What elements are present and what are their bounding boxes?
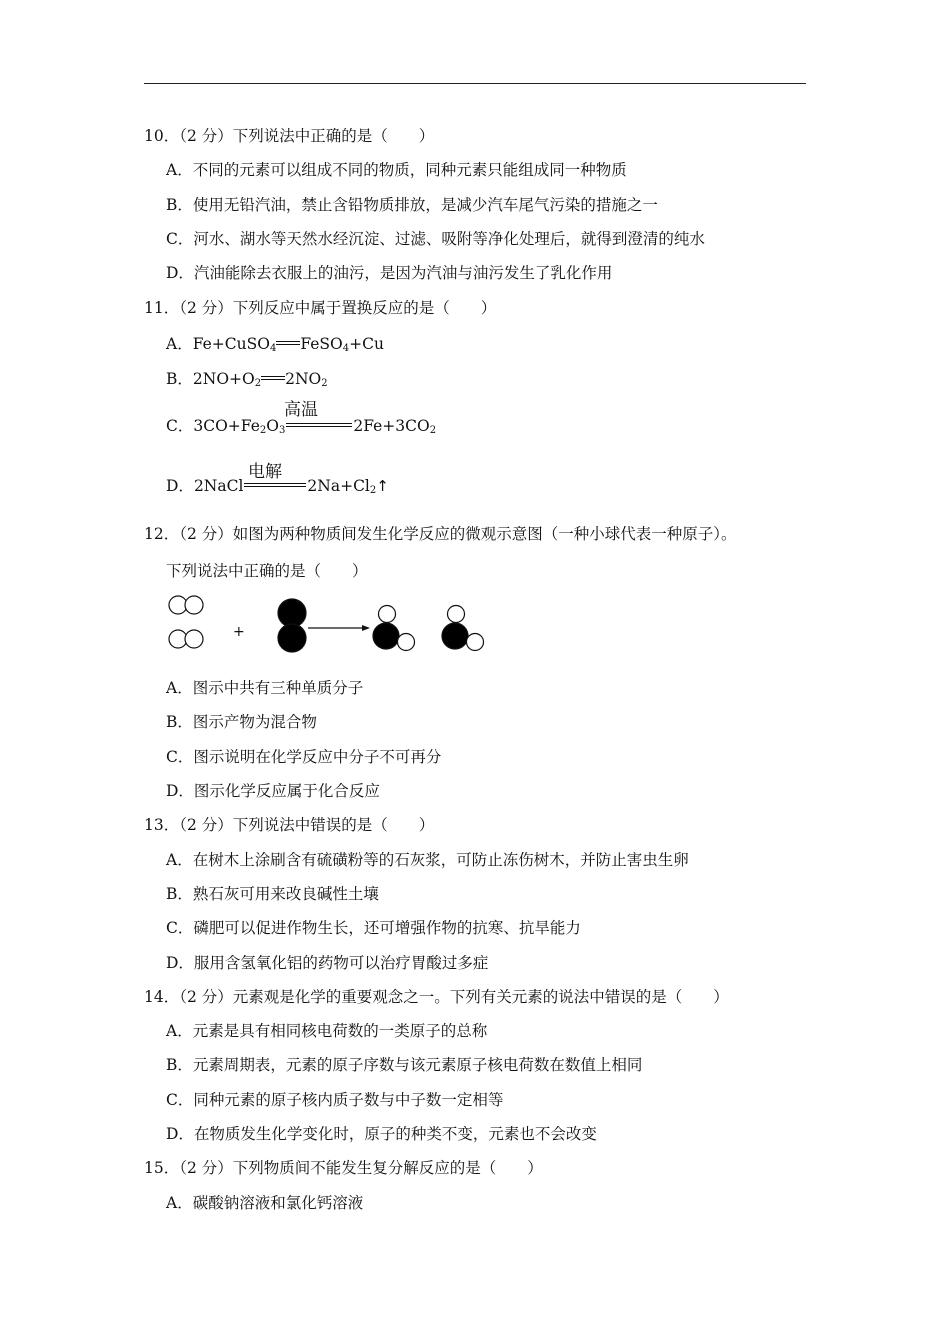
question-13-stem: 13．（2 分）下列说法中错误的是（ ） bbox=[144, 816, 435, 834]
question-11-stem: 11．（2 分）下列反应中属于置换反应的是（ ） bbox=[144, 299, 497, 317]
q13-option-c: C．磷肥可以促进作物生长，还可增强作物的抗寒、抗旱能力 bbox=[166, 919, 581, 937]
q11-option-b bbox=[166, 369, 328, 389]
q14-option-d: D．在物质发生化学变化时，原子的种类不变，元素也不会改变 bbox=[166, 1125, 597, 1143]
question-12-stem-continued: 下列说法中正确的是（ ） bbox=[166, 562, 368, 580]
white-atom bbox=[169, 596, 187, 614]
q13-option-b: B．熟石灰可用来改良碱性土壤 bbox=[166, 885, 379, 903]
q13-option-a: A．在树木上涂刷含有硫磺粉等的石灰浆，可防止冻伤树木，并防止害虫生卵 bbox=[166, 851, 689, 869]
q13-option-d: D．服用含氢氧化铝的药物可以治疗胃酸过多症 bbox=[166, 954, 489, 972]
black-atom bbox=[278, 624, 306, 652]
white-atom bbox=[398, 634, 415, 651]
q11-c-condition: 高温 bbox=[284, 400, 318, 420]
q14-option-b: B．元素周期表，元素的原子序数与该元素原子核电荷数在数值上相同 bbox=[166, 1056, 643, 1074]
q11-option-c bbox=[166, 416, 436, 436]
q10-option-d: D．汽油能除去衣服上的油污，是因为汽油与油污发生了乳化作用 bbox=[166, 264, 613, 282]
reaction-diagram bbox=[160, 590, 500, 660]
q11-d-condition: 电解 bbox=[248, 462, 282, 482]
question-10-stem: 10．（2 分）下列说法中正确的是（ ） bbox=[144, 127, 435, 145]
black-atom bbox=[373, 623, 399, 649]
black-atom bbox=[278, 599, 306, 627]
q11-option-a-equation: Fe+CuSO$_4$ FeSO$_4$+Cu bbox=[192, 335, 384, 354]
reaction-arrow-icon bbox=[362, 625, 370, 631]
white-atom bbox=[467, 634, 484, 651]
white-atom bbox=[448, 606, 465, 623]
q11-option-d-equation: 2NaCl $2Na+Cl_2↑$ bbox=[193, 477, 389, 496]
q11-option-b-equation: $2NO+O_2$ $2NO_2$ bbox=[192, 370, 328, 389]
q14-option-c: C．同种元素的原子核内质子数与中子数一定相等 bbox=[166, 1091, 504, 1109]
q10-option-c: C．河水、湖水等天然水经沉淀、过滤、吸附等净化处理后，就得到澄清的纯水 bbox=[166, 230, 705, 248]
q12-option-a: A．图示中共有三种单质分子 bbox=[166, 679, 364, 697]
q15-option-a: A．碳酸钠溶液和氯化钙溶液 bbox=[166, 1194, 364, 1212]
question-15-stem: 15．（2 分）下列物质间不能发生复分解反应的是（ ） bbox=[144, 1159, 543, 1177]
white-atom bbox=[185, 596, 203, 614]
header-rule bbox=[144, 83, 806, 84]
white-atom bbox=[169, 630, 187, 648]
q14-option-a: A．元素是具有相同核电荷数的一类原子的总称 bbox=[166, 1022, 488, 1040]
q11-option-a-label: A． bbox=[166, 335, 193, 353]
q11-option-b-label: B． bbox=[166, 370, 193, 388]
plus-sign: + bbox=[233, 624, 245, 640]
q12-option-b: B．图示产物为混合物 bbox=[166, 713, 317, 731]
white-atom bbox=[185, 630, 203, 648]
q10-option-a: A．不同的元素可以组成不同的物质，同种元素只能组成同一种物质 bbox=[166, 161, 627, 179]
q11-option-a bbox=[166, 334, 384, 354]
q10-option-b: B．使用无铅汽油，禁止含铅物质排放，是减少汽车尾气污染的措施之一 bbox=[166, 196, 658, 214]
gas-arrow-icon: ↑ bbox=[376, 477, 389, 495]
q11-option-c-equation: $3CO+Fe_2O_3$ $2Fe+3CO_2$ bbox=[193, 417, 437, 436]
q12-option-d: D．图示化学反应属于化合反应 bbox=[166, 782, 380, 800]
white-atom bbox=[379, 606, 396, 623]
question-12-stem: 12．（2 分）如图为两种物质间发生化学反应的微观示意图（一种小球代表一种原子）。 bbox=[144, 525, 737, 543]
question-14-stem: 14．（2 分）元素观是化学的重要观念之一。下列有关元素的说法中错误的是（ ） bbox=[144, 988, 729, 1006]
q11-option-d-label: D． bbox=[166, 477, 194, 495]
q11-option-d bbox=[166, 476, 389, 496]
black-atom bbox=[442, 623, 468, 649]
q11-option-c-label: C． bbox=[166, 417, 194, 435]
q12-option-c: C．图示说明在化学反应中分子不可再分 bbox=[166, 748, 442, 766]
